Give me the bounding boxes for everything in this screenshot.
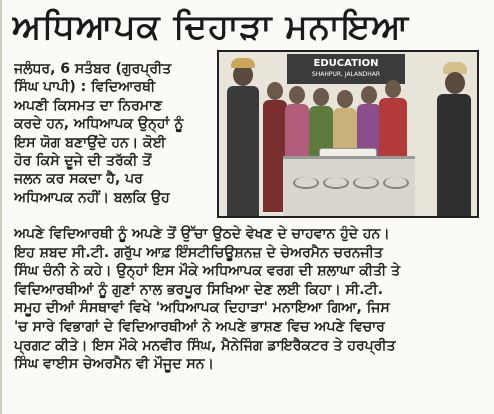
scan-edge [0,0,2,414]
flower-garland [383,177,409,189]
text-line: ਵਿਦਿਆਰਥੀਆਂ ਨੂੰ ਗੁਣਾਂ ਨਾਲ ਭਰਪੂਰ ਸਿਖਿਆ ਦੇਣ ਲਈ ਕਿਹਾ। ਸੀ.ਟੀ. [14,281,384,298]
table-stand [283,156,415,218]
text-line: ਜਲੰਧਰ, 6 ਸਤੰਬਰ (ਗੁਰਪ੍ਰੀਤ [14,61,172,77]
text-line: ਸਮੂਹ ਦੀਆਂ ਸੰਸਥਾਵਾਂ ਵਿਖੇ 'ਅਧਿਆਪਕ ਦਿਹਾੜਾ' ਮਨਾਇਆ ਗਿਆ, ਜਿਸ [14,300,390,317]
banner-title: EDUCATION [313,58,379,69]
text-line: ਅਪਣੀ ਕਿਸਮਤ ਦਾ ਨਿਰਮਾਣ [14,97,163,114]
person-figure [433,62,475,218]
flower-garland [323,177,349,189]
text-line: ਅਧਿਆਪਕ ਨਹੀਂ। ਬਲਕਿ ਉਹ [14,189,170,206]
text-line: ਇਹ ਸ਼ਬਦ ਸੀ.ਟੀ. ਗਰੁੱਪ ਆਫ਼ ਇੰਸਟੀਚਿਊਸ਼ਨਜ਼ ਦੇ ਚੇਅਰਮੈਨ ਚਰਨਜੀਤ [14,244,383,261]
article-headline: ਅਧਿਆਪਕ ਦਿਹਾੜਾ ਮਨਾਇਆ [12,7,410,47]
text-line: ਸਿੰਘ ਵਾਈਸ ਚੇਅਰਮੈਨ ਵੀ ਮੌਜੂਦ ਸਨ। [14,356,214,373]
article-intro-column [14,60,214,207]
text-line: 'ਚ ਸਾਰੇ ਵਿਭਾਗਾਂ ਦੇ ਵਿਦਿਆਰਥੀਆਂ ਨੇ ਅਪਣੇ ਭਾਸ਼ਣ ਵਿਚ ਅਪਣੇ ਵਿਚਾਰ [14,318,385,335]
text-line: ਇਸ ਯੋਗ ਬਣਾਉਂਦੇ ਹਨ। ਕੋਈ [14,134,166,151]
text-line: ਪ੍ਰਗਟ ਕੀਤੇ। ਇਸ ਮੌਕੇ ਮਨਵੀਰ ਸਿੰਘ, ਮੈਨੇਜਿੰਗ ਡਾਇਰੈਕਟਰ ਤੇ ਹਰਪ੍ਰੀਤ [14,337,396,354]
banner-subtitle: SHAHPUR, JALANDHAR [311,71,381,78]
text-line: ਅਪਣੇ ਵਿਦਿਆਰਥੀ ਨੂੰ ਅਪਣੇ ਤੋਂ ਉੱਚਾ ਉਠਦੇ ਵੇਖਣ ਦੇ ਚਾਹਵਾਨ ਹੁੰਦੇ ਹਨ। [14,226,390,242]
text-line: ਹੋਰ ਕਿਸੇ ਦੂਜੇ ਦੀ ਤਰੱਕੀ ਤੋਂ [14,152,152,169]
flower-garland [293,177,319,189]
flower-garland [353,177,379,189]
person-figure [223,58,263,218]
text-line: ਕਰਦੇ ਹਨ, ਅਧਿਆਪਕ ਉਨ੍ਹਾਂ ਨੂੰ [14,116,184,133]
article-body [14,225,484,374]
text-line: ਜਲਨ ਕਰ ਸਕਦਾ ਹੈ, ਪਰ [14,171,143,188]
text-line: ਸਿੰਘ ਪਾਪੀ) : ਵਿਦਿਆਰਥੀ [14,79,156,96]
news-photo [217,50,479,218]
text-line: ਸਿੰਘ ਚੰਨੀ ਨੇ ਕਹੇ। ਉਨ੍ਹਾਂ ਇਸ ਮੌਕੇ ਅਧਿਆਪਕ ਵਰਗ ਦੀ ਸ਼ਲਾਘਾ ਕੀਤੀ ਤੇ [14,263,401,280]
